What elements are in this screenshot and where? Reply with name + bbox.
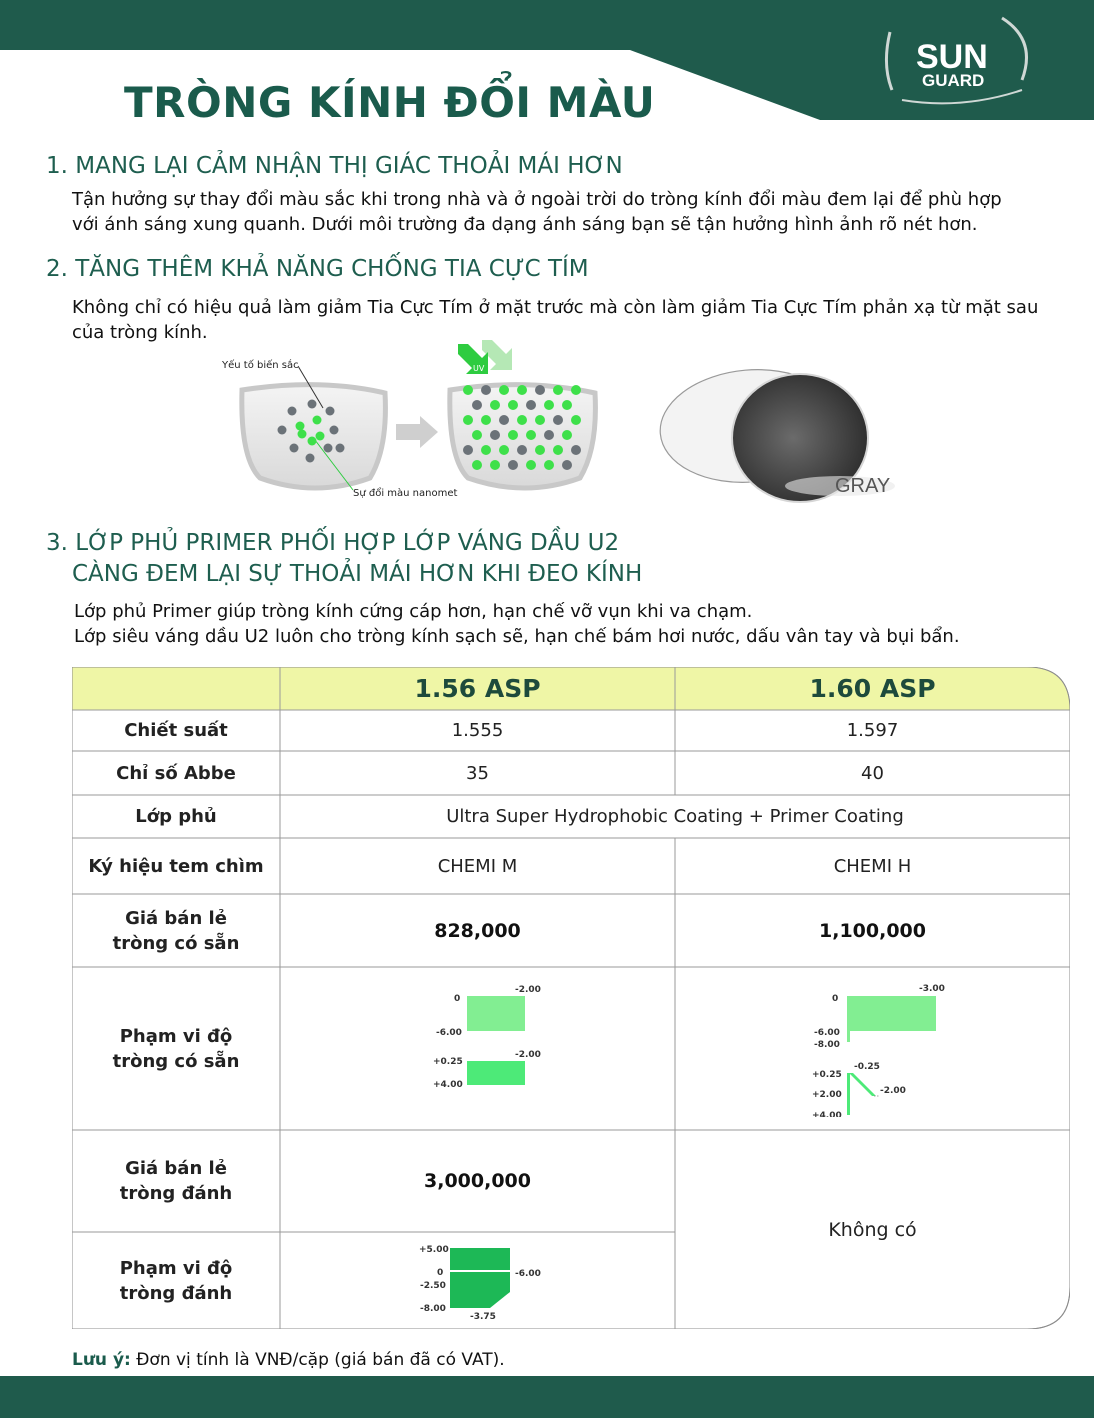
photochromic-diagram — [220, 338, 910, 508]
molecule-dot — [571, 385, 581, 395]
svg-text:+0.25: +0.25 — [812, 1070, 842, 1080]
molecule-dot — [553, 445, 563, 455]
refractive-156: 1.555 — [451, 720, 504, 741]
svg-text:-6.00: -6.00 — [814, 1028, 840, 1038]
note — [72, 1350, 505, 1370]
price-stock-160: 1,100,000 — [819, 919, 926, 942]
row-label-refractive: Chiết suất — [124, 720, 228, 741]
row-label-coating: Lớp phủ — [135, 806, 217, 827]
label-nano: Sự đổi màu nanomet — [353, 488, 458, 499]
svg-text:-2.00: -2.00 — [515, 1050, 541, 1060]
note-text: Đơn vị tính là VNĐ/cặp (giá bán đã có VAT). — [130, 1350, 505, 1370]
section-1-line-2: với ánh sáng xung quanh. Dưới môi trường đa dạng ánh sáng bạn sẽ tận hưởng hình ảnh rõ nét hơn. — [72, 214, 978, 235]
svg-text:+5.00: +5.00 — [419, 1245, 449, 1255]
molecule-dot — [308, 400, 317, 409]
column-header-156: 1.56 ASP — [414, 674, 541, 703]
label-factor: Yếu tố biến sắc — [222, 360, 299, 371]
svg-text:-3.00: -3.00 — [919, 984, 945, 994]
row-label-abbe: Chỉ số Abbe — [116, 762, 236, 784]
molecule-dot — [316, 432, 325, 441]
molecule-dot — [526, 400, 536, 410]
molecule-dot — [278, 426, 287, 435]
molecule-dot — [553, 385, 563, 395]
svg-text:0: 0 — [437, 1268, 444, 1278]
price-rx-160-not-available: Không có — [828, 1218, 917, 1241]
svg-text:-8.00: -8.00 — [420, 1304, 446, 1314]
svg-text:GUARD: GUARD — [922, 71, 985, 90]
svg-text:-3.75: -3.75 — [470, 1312, 496, 1322]
svg-text:0: 0 — [832, 994, 839, 1004]
molecule-dot — [336, 444, 345, 453]
molecule-dot — [517, 415, 527, 425]
molecule-dot — [481, 415, 491, 425]
section-3-title-2: CÀNG ĐEM LẠI SỰ THOẢI MÁI HƠN KHI ĐEO KÍNH — [72, 561, 643, 587]
section-3-line-2: Lớp siêu váng dầu U2 luôn cho tròng kính sạch sẽ, hạn chế bám hơi nước, dấu vân tay và bụi bẩn. — [74, 626, 960, 647]
refractive-160: 1.597 — [846, 720, 899, 741]
row-label-price-rx: Giá bán lẻ tròng đánh — [119, 1158, 233, 1204]
svg-text:-6.00: -6.00 — [515, 1269, 541, 1279]
molecule-dot — [463, 385, 473, 395]
molecule-dot — [535, 385, 545, 395]
molecule-dot — [508, 430, 518, 440]
molecule-dot — [481, 385, 491, 395]
label-gray: GRAY — [835, 475, 891, 497]
molecule-dot — [508, 400, 518, 410]
molecule-dot — [499, 385, 509, 395]
row-label-price-stock: Giá bán lẻ tròng có sẵn — [112, 907, 240, 954]
abbe-160: 40 — [861, 762, 884, 784]
svg-text:-2.50: -2.50 — [420, 1281, 446, 1291]
molecule-dot — [517, 385, 527, 395]
section-1-title: 1. MANG LẠI CẢM NHẬN THỊ GIÁC THOẢI MÁI HƠN — [46, 153, 623, 179]
molecule-dot — [499, 445, 509, 455]
molecule-dot — [288, 407, 297, 416]
row-label-range-stock: Phạm vi độ tròng có sẵn — [112, 1025, 240, 1072]
molecule-dot — [499, 415, 509, 425]
section-2-title: 2. TĂNG THÊM KHẢ NĂNG CHỐNG TIA CỰC TÍM — [46, 256, 589, 282]
section-3-line-1: Lớp phủ Primer giúp tròng kính cứng cáp hơn, hạn chế vỡ vụn khi va chạm. — [74, 601, 753, 622]
molecule-dot — [535, 445, 545, 455]
svg-text:SUN: SUN — [916, 38, 988, 76]
molecule-dot — [330, 426, 339, 435]
range-stock-156-chart — [412, 977, 552, 1097]
lens-after — [450, 385, 596, 488]
molecule-dot — [308, 437, 317, 446]
molecule-dot — [544, 400, 554, 410]
molecule-dot — [562, 430, 572, 440]
molecule-dot — [324, 444, 333, 453]
molecule-dot — [326, 407, 335, 416]
molecule-dot — [562, 400, 572, 410]
molecule-dot — [296, 422, 305, 431]
column-header-160: 1.60 ASP — [809, 674, 936, 703]
molecule-dot — [553, 415, 563, 425]
molecule-dot — [544, 460, 554, 470]
svg-text:+0.25: +0.25 — [433, 1057, 463, 1067]
molecule-dot — [313, 416, 322, 425]
molecule-dot — [490, 430, 500, 440]
molecule-dot — [517, 445, 527, 455]
page-title: TRÒNG KÍNH ĐỔI MÀU — [124, 78, 656, 127]
molecule-dot — [526, 460, 536, 470]
arrow-right-icon — [396, 416, 438, 448]
molecule-dot — [544, 430, 554, 440]
molecule-dot — [526, 430, 536, 440]
molecule-dot — [463, 415, 473, 425]
svg-text:-2.00: -2.00 — [880, 1086, 906, 1096]
molecule-dot — [463, 445, 473, 455]
molecule-dot — [490, 460, 500, 470]
svg-text:-6.00: -6.00 — [436, 1028, 462, 1038]
section-3-title: 3. LỚP PHỦ PRIMER PHỐI HỢP LỚP VÁNG DẦU U2 — [46, 530, 620, 556]
molecule-dot — [571, 415, 581, 425]
uv-arrows-icon — [458, 340, 512, 374]
svg-text:-8.00: -8.00 — [814, 1040, 840, 1050]
label-uv: UV — [473, 364, 485, 373]
molecule-dot — [306, 454, 315, 463]
svg-text:0: 0 — [454, 994, 461, 1004]
svg-text:+2.00: +2.00 — [812, 1090, 842, 1100]
molecule-dot — [508, 460, 518, 470]
molecule-dot — [298, 430, 307, 439]
molecule-dot — [490, 400, 500, 410]
svg-text:+4.00: +4.00 — [812, 1111, 842, 1117]
molecule-dot — [472, 400, 482, 410]
code-156: CHEMI M — [437, 855, 518, 877]
footer-band — [0, 1376, 1094, 1418]
svg-text:-2.00: -2.00 — [515, 985, 541, 995]
note-label: Lưu ý: — [72, 1350, 131, 1370]
section-1-line-1: Tận hưởng sự thay đổi màu sắc khi trong nhà và ở ngoài trời do tròng kính đổi màu đem lại để phù hợp — [72, 189, 1002, 210]
coating-value: Ultra Super Hydrophobic Coating + Primer Coating — [446, 806, 904, 827]
svg-text:+4.00: +4.00 — [433, 1080, 463, 1090]
spec-table — [72, 667, 1070, 1329]
range-stock-160-chart — [812, 977, 972, 1117]
section-2-line-2: của tròng kính. — [72, 322, 208, 343]
molecule-dot — [562, 460, 572, 470]
code-160: CHEMI H — [833, 855, 912, 877]
molecule-dot — [571, 445, 581, 455]
molecule-dot — [535, 415, 545, 425]
abbe-156: 35 — [466, 762, 489, 784]
molecule-dot — [290, 444, 299, 453]
molecule-dot — [472, 430, 482, 440]
molecule-dot — [472, 460, 482, 470]
row-label-range-rx: Phạm vi độ tròng đánh — [119, 1257, 233, 1304]
svg-text:-0.25: -0.25 — [854, 1062, 880, 1072]
section-2-line-1: Không chỉ có hiệu quả làm giảm Tia Cực Tím ở mặt trước mà còn làm giảm Tia Cực Tím phản xạ từ mặt sau — [72, 297, 1039, 318]
row-label-code: Ký hiệu tem chìm — [88, 855, 264, 877]
range-rx-156-chart — [412, 1240, 552, 1328]
sunguard-logo — [872, 10, 1037, 110]
price-stock-156: 828,000 — [434, 919, 521, 942]
price-rx-156: 3,000,000 — [424, 1170, 531, 1192]
molecule-dot — [481, 445, 491, 455]
